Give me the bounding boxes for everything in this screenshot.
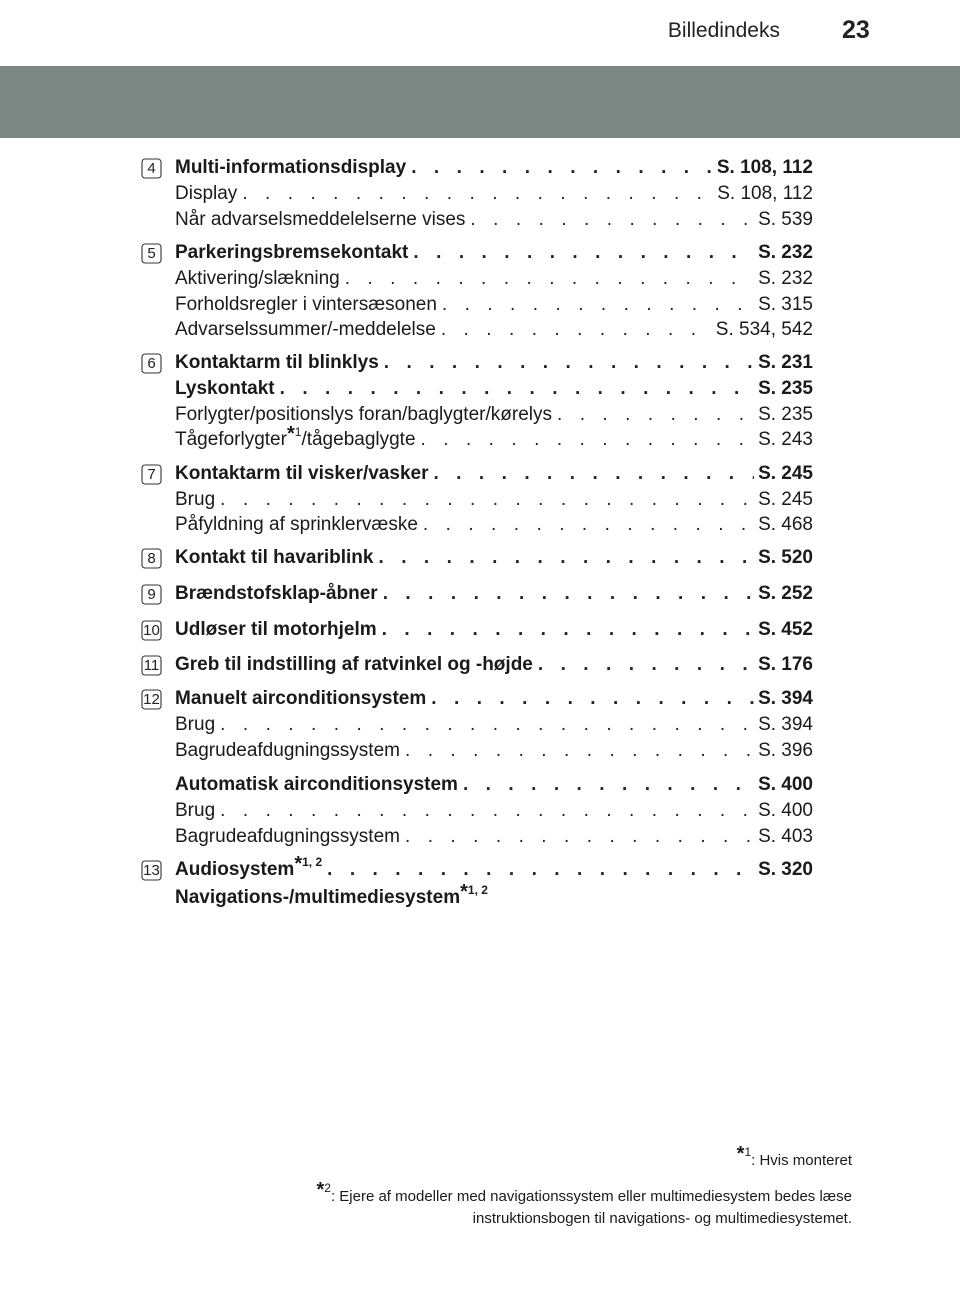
entry-label-suffix: /tågebaglygte	[301, 429, 416, 450]
entry-label-text: Brug	[175, 489, 216, 510]
dot-leader	[377, 618, 754, 642]
index-entry-sub	[175, 267, 813, 291]
section-number-badge	[141, 353, 162, 374]
page-number: 23	[842, 16, 870, 44]
footnote-reference	[294, 853, 323, 875]
dot-leader	[215, 799, 754, 823]
entry-label	[175, 377, 275, 401]
entry-label-text: Når advarselsmeddelelserne vises	[175, 209, 466, 230]
dot-leader	[406, 156, 713, 180]
section-number-badge	[141, 655, 162, 676]
entry-label-text: Automatisk airconditionsystem	[175, 774, 458, 795]
section-number-badge	[141, 860, 162, 881]
entry-label	[175, 773, 458, 797]
asterisk-mark: *	[286, 423, 295, 445]
footnote-reference-number: 1, 2	[302, 855, 323, 869]
section-number-badge	[141, 243, 162, 264]
entry-label-text: Parkeringsbremsekontakt	[175, 242, 409, 263]
dot-leader	[533, 653, 754, 677]
index-entry-main	[175, 881, 813, 910]
dot-leader	[426, 687, 754, 711]
entry-label	[175, 293, 437, 317]
dot-leader	[428, 462, 754, 486]
entry-label	[175, 267, 340, 291]
page-reference: S. 403	[758, 826, 813, 847]
index-entry-sub	[175, 293, 813, 317]
entry-label-text: Udløser til motorhjelm	[175, 619, 377, 640]
entry-label	[175, 653, 533, 677]
index-entry-main	[175, 853, 813, 882]
entry-label	[175, 799, 215, 823]
page-reference: S. 396	[758, 740, 813, 761]
dot-leader	[552, 403, 754, 427]
entry-label	[175, 318, 436, 342]
entry-label	[175, 582, 378, 606]
entry-label	[175, 739, 400, 763]
footnote-reference	[286, 423, 302, 445]
entry-label-text: Advarselssummer/-meddelelse	[175, 319, 436, 340]
dot-leader	[400, 739, 754, 763]
entry-label-text: Audiosystem	[175, 859, 295, 880]
entry-label-text: Brug	[175, 800, 216, 821]
index-entry-main	[175, 773, 813, 797]
entry-label	[175, 488, 215, 512]
page-reference: S. 176	[758, 654, 813, 675]
dot-leader	[408, 241, 754, 265]
section-number-badge	[141, 464, 162, 485]
section-number: 9	[147, 586, 156, 603]
dot-leader	[416, 428, 755, 452]
index-entry-main	[175, 241, 813, 265]
index-entry-sub	[175, 318, 813, 342]
index-entry-main	[175, 653, 813, 677]
entry-label-text: Aktivering/slækning	[175, 268, 340, 289]
page-reference: S. 534, 542	[715, 319, 813, 340]
section-number: 12	[143, 691, 160, 708]
page-reference: S. 315	[758, 294, 813, 315]
page-reference: S. 235	[758, 404, 813, 425]
dot-leader	[340, 267, 754, 291]
page-reference: S. 320	[758, 859, 813, 880]
footnote-reference	[460, 881, 488, 903]
entry-label	[175, 208, 465, 232]
index-entry-sub	[175, 513, 813, 537]
page-reference: S. 232	[758, 242, 813, 263]
dot-leader	[436, 318, 712, 342]
entry-label-text: Multi-informationsdisplay	[175, 157, 407, 178]
page-reference: S. 108, 112	[717, 183, 813, 204]
footnote-reference-number: 1, 2	[467, 883, 488, 897]
entry-label	[175, 403, 552, 427]
section-number: 4	[147, 160, 156, 177]
entry-label-text: Kontakt til havariblink	[175, 547, 374, 568]
index-entry-main	[175, 618, 813, 642]
section-number-badge	[141, 689, 162, 710]
dot-leader	[379, 351, 754, 375]
page-reference: S. 394	[758, 688, 813, 709]
asterisk-mark: *	[294, 853, 303, 875]
footnote-reference-number: 1	[294, 425, 302, 439]
page-reference: S. 243	[758, 429, 813, 450]
section-number: 7	[147, 466, 156, 483]
entry-label	[175, 241, 408, 265]
entry-label	[175, 853, 323, 882]
page-reference: S. 245	[758, 489, 813, 510]
page-reference: S. 520	[758, 547, 813, 568]
entry-label	[175, 513, 418, 537]
page-reference: S. 468	[758, 514, 813, 535]
dot-leader	[322, 858, 754, 882]
footnote-1-text: : Hvis monteret	[751, 1152, 852, 1169]
index-entry-sub	[175, 739, 813, 763]
index-entry-sub	[175, 488, 813, 512]
entry-label	[175, 423, 416, 452]
footnote-2: $^{*2}$: Ejere af modeller med navigationssystem eller multimediesystem bedes læse instruktionsbogen til navigations- og multimediesystemet.	[152, 1186, 852, 1230]
page-reference: S. 400	[758, 774, 813, 795]
header-banner	[0, 66, 960, 138]
index-entry-main	[175, 687, 813, 711]
entry-label-text: Lyskontakt	[175, 378, 275, 399]
dot-leader	[237, 182, 713, 206]
index-entry-sub	[175, 208, 813, 232]
entry-label	[175, 687, 426, 711]
page-reference: S. 539	[758, 209, 813, 230]
entry-label	[175, 713, 215, 737]
entry-label-text: Manuelt airconditionsystem	[175, 688, 427, 709]
footnote-1: $^{*1}$: Hvis monteret	[736, 1143, 852, 1169]
dot-leader	[373, 546, 754, 570]
index-entry-main	[175, 546, 813, 570]
index-entry-sub	[175, 403, 813, 427]
entry-label	[175, 618, 377, 642]
section-number: 13	[143, 862, 160, 879]
page-reference: S. 235	[758, 378, 813, 399]
index-entry-sub	[175, 799, 813, 823]
page-reference: S. 452	[758, 619, 813, 640]
entry-label-text: Brug	[175, 714, 216, 735]
entry-label-text: Display	[175, 183, 238, 204]
entry-label	[175, 546, 373, 570]
page-reference: S. 245	[758, 463, 813, 484]
footnote-2-marker: 2	[324, 1181, 331, 1195]
footnote-2-text: : Ejere af modeller med navigationssystem eller multimediesystem bedes læse	[330, 1188, 852, 1205]
header-title: Billedindeks	[667, 19, 780, 42]
page-reference: S. 252	[758, 583, 813, 604]
entry-label	[175, 182, 237, 206]
section-number: 6	[147, 355, 156, 372]
section-number: 8	[147, 550, 156, 567]
entry-label-text: Bagrudeafdugningssystem	[175, 740, 400, 761]
section-number-badge	[141, 584, 162, 605]
index-entry-main	[175, 462, 813, 486]
page-reference: S. 400	[758, 800, 813, 821]
footnote-2-text-line2: instruktionsbogen til navigations- og multimediesystemet.	[472, 1210, 852, 1227]
entry-label	[175, 156, 406, 180]
dot-leader	[437, 293, 754, 317]
entry-label-text: Forholdsregler i vintersæsonen	[175, 294, 437, 315]
dot-leader	[458, 773, 754, 797]
footnote-1-marker: 1	[744, 1145, 752, 1159]
index-entry-main	[175, 156, 813, 180]
dot-leader	[418, 513, 754, 537]
entry-label-text: Forlygter/positionslys foran/baglygter/kørelys	[175, 404, 552, 425]
entry-label	[175, 881, 488, 910]
entry-label	[175, 825, 400, 849]
section-number: 11	[143, 657, 160, 674]
dot-leader	[215, 488, 754, 512]
section-number-badge	[141, 158, 162, 179]
page-reference: S. 232	[758, 268, 813, 289]
entry-label-text: Navigations-/multimediesystem	[175, 887, 461, 908]
entry-label-text: Bagrudeafdugningssystem	[175, 826, 400, 847]
section-number: 10	[143, 622, 160, 639]
entry-label-text: Brændstofsklap-åbner	[175, 583, 378, 604]
index-entry-sub	[175, 182, 813, 206]
entry-label-text: Kontaktarm til blinklys	[175, 352, 379, 373]
page-reference: S. 231	[758, 352, 813, 373]
index-entry-main	[175, 582, 813, 606]
entry-label-text: Kontaktarm til visker/vasker	[175, 463, 429, 484]
dot-leader	[275, 377, 754, 401]
page-reference: S. 394	[758, 714, 813, 735]
entry-label-text: Tågeforlygter	[175, 429, 287, 450]
section-number: 5	[147, 245, 156, 262]
index-entry-sub	[175, 825, 813, 849]
entry-label-text: Greb til indstilling af ratvinkel og -højde	[175, 654, 533, 675]
dot-leader	[400, 825, 754, 849]
page-reference: S. 108, 112	[716, 157, 813, 178]
dot-leader	[378, 582, 754, 606]
dot-leader	[215, 713, 754, 737]
entry-label	[175, 351, 379, 375]
index-entry-main	[175, 377, 813, 401]
index-entry-main	[175, 351, 813, 375]
section-number-badge	[141, 620, 162, 641]
dot-leader	[465, 208, 754, 232]
index-entry-sub	[175, 713, 813, 737]
section-number-badge	[141, 548, 162, 569]
index-entry-sub	[175, 423, 813, 452]
entry-label	[175, 462, 428, 486]
entry-label-text: Påfyldning af sprinklervæske	[175, 514, 418, 535]
asterisk-mark: *	[460, 881, 468, 903]
